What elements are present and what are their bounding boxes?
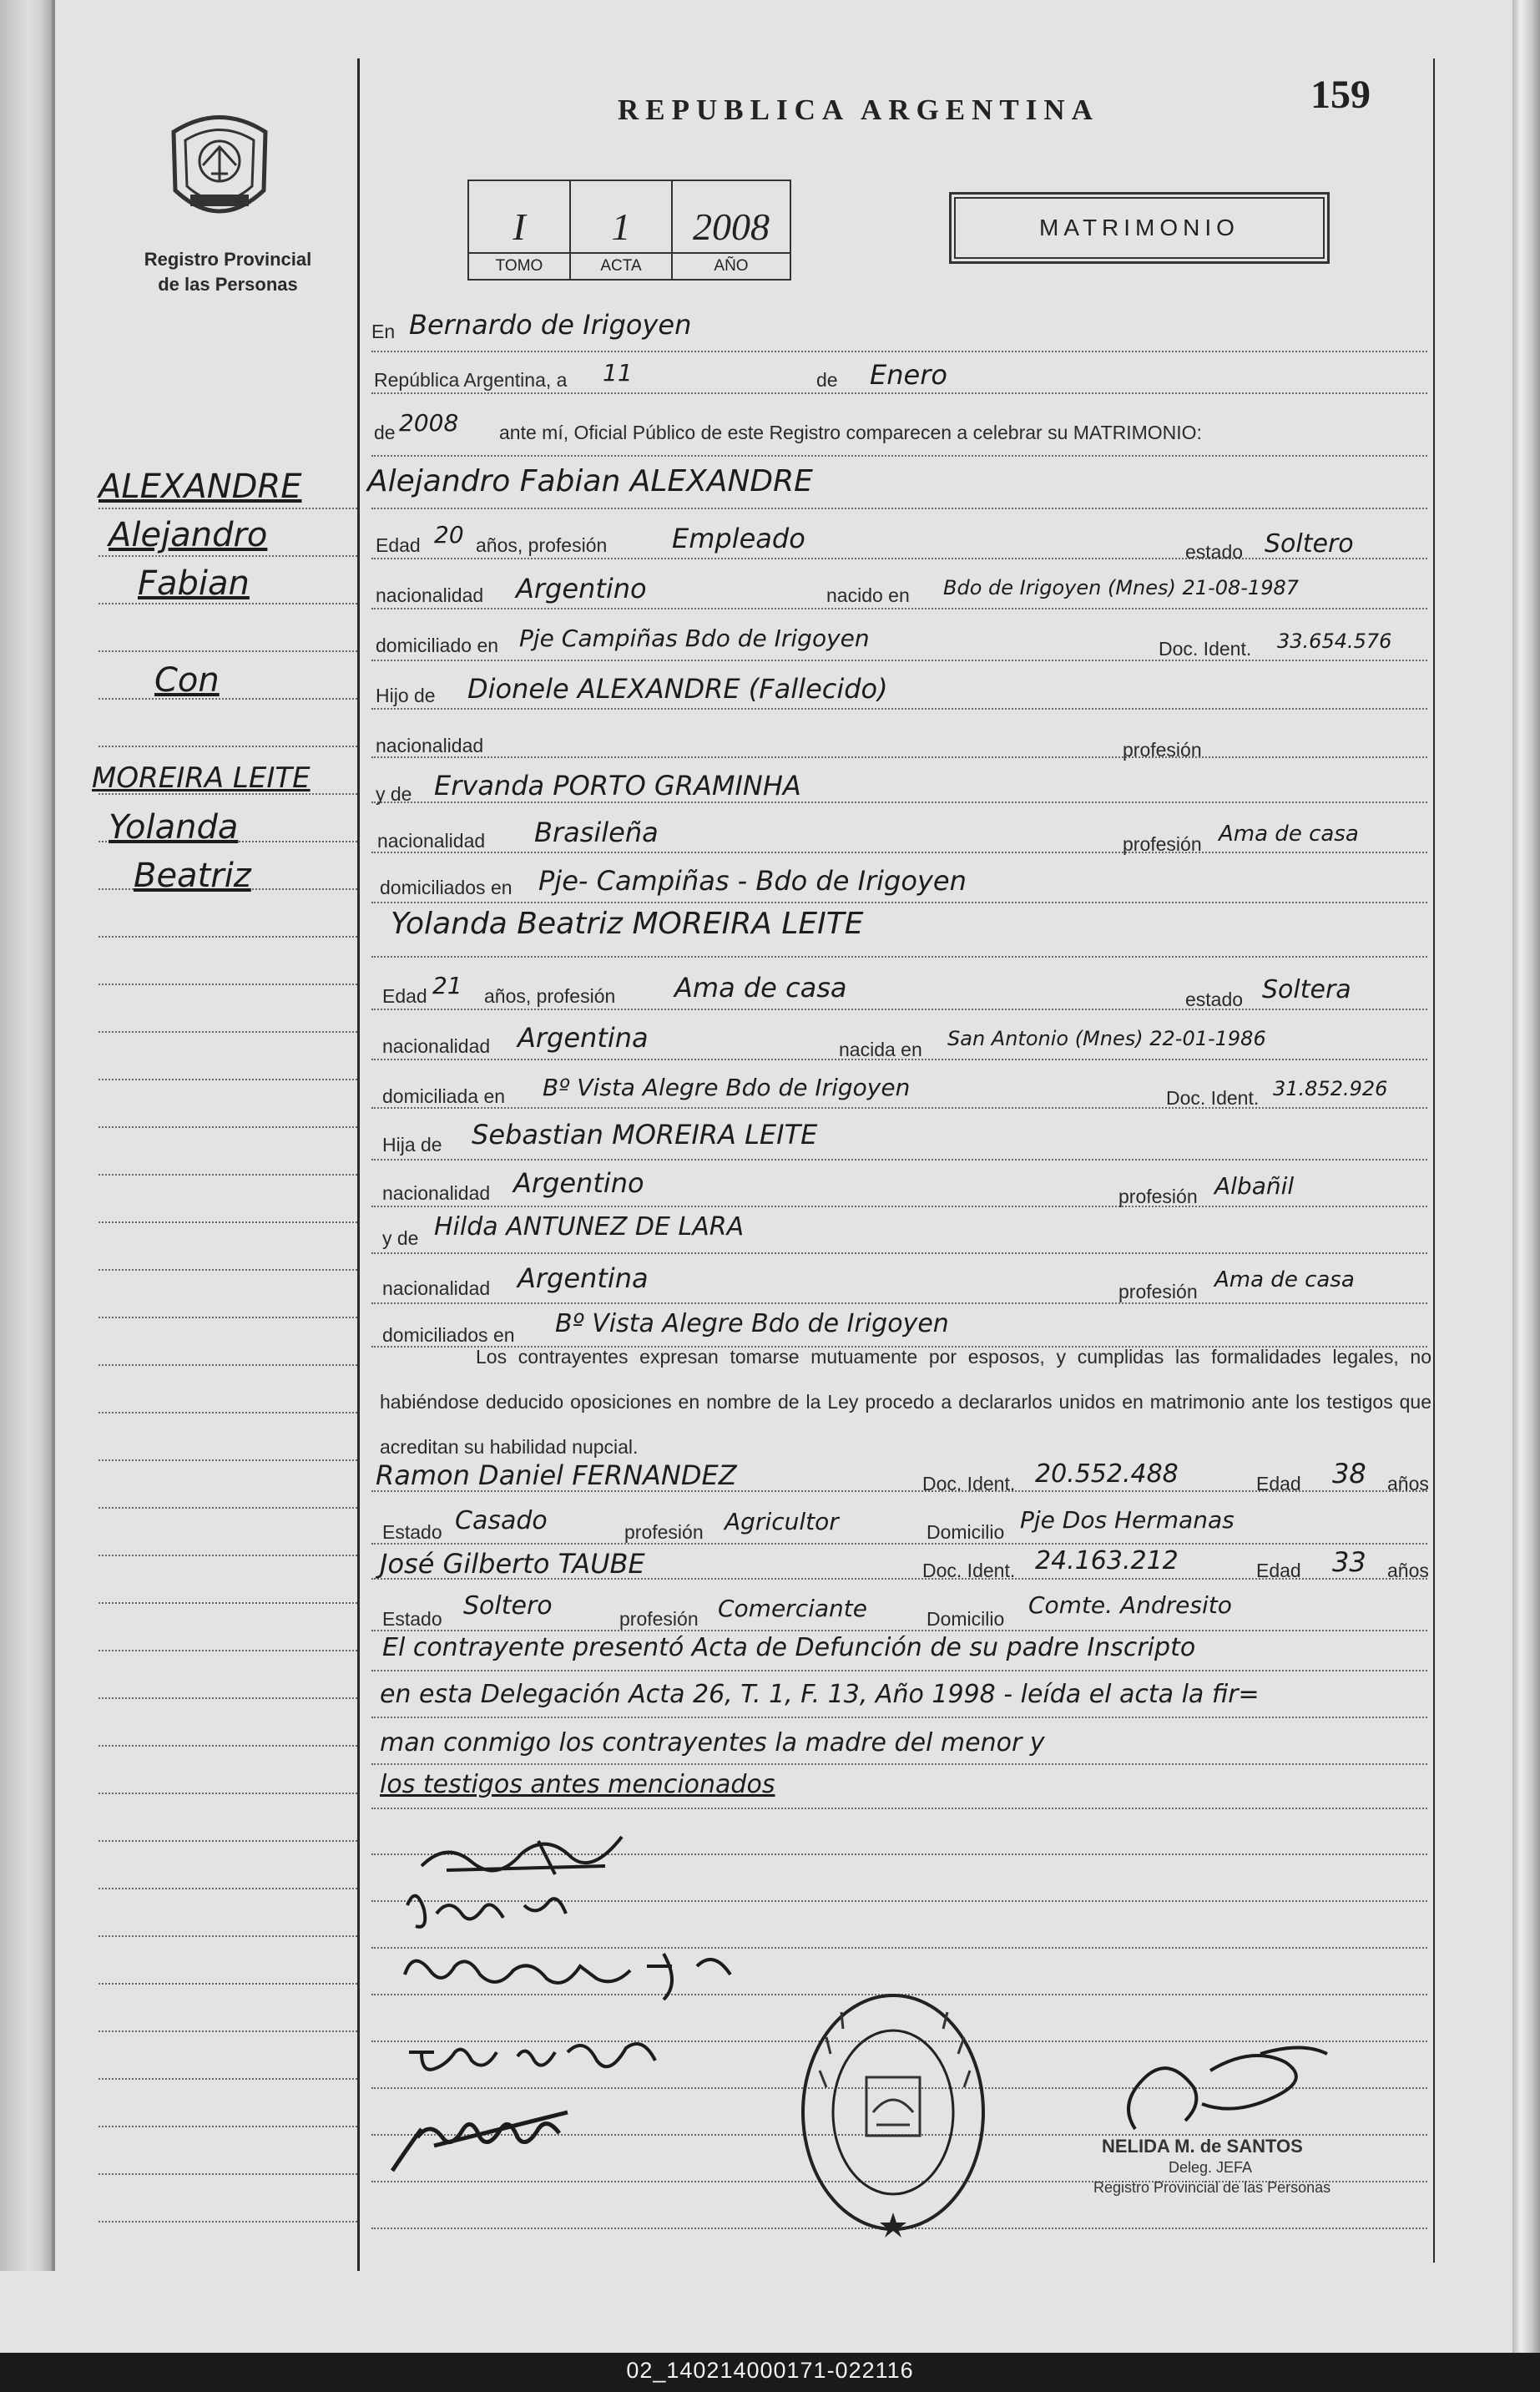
- place-value: Bernardo de Irigoyen: [409, 309, 692, 341]
- form-ruled-line: [371, 956, 1427, 958]
- bride-mother-profesion-label: profesión: [1118, 1281, 1198, 1302]
- witness1-doc: 20.552.488: [1035, 1459, 1179, 1489]
- groom-doc: 33.654.576: [1277, 630, 1392, 653]
- margin-ruled-line: [98, 2173, 357, 2175]
- form-ruled-line: [371, 1670, 1427, 1671]
- margin-ruled-line: [98, 555, 357, 557]
- margin-ruled-line: [98, 1935, 357, 1937]
- form-ruled-line: [371, 802, 1427, 803]
- form-ruled-line: [371, 1630, 1427, 1631]
- margin-ruled-line: [98, 1126, 357, 1128]
- bride-profession: Ama de casa: [674, 972, 847, 1004]
- groom-birth: Bdo de Irigoyen (Mnes) 21-08-1987: [943, 576, 1299, 599]
- note-line-3: man conmigo los contrayentes la madre del menor y: [380, 1728, 1045, 1757]
- witness1-civil-status: Casado: [455, 1506, 548, 1535]
- registry-office-label: [124, 247, 332, 297]
- tomo-label: TOMO: [469, 252, 569, 279]
- official-signature: [1085, 2037, 1402, 2146]
- anio-value: 2008: [693, 205, 770, 248]
- de-label: de: [816, 369, 838, 391]
- margin-ruled-line: [98, 1269, 357, 1271]
- scan-id: 02_140214000171-022116: [626, 2358, 914, 2383]
- groom-domiciliados-label: domiciliados en: [380, 877, 512, 898]
- margin-ruled-line: [98, 2078, 357, 2080]
- margin-connector: Con: [154, 661, 220, 700]
- groom-nacionalidad-label: nacionalidad: [376, 584, 484, 606]
- groom-nacido-label: nacido en: [826, 584, 910, 606]
- margin-rule: [357, 58, 360, 2271]
- witness2-age: 33: [1332, 1546, 1366, 1578]
- form-ruled-line: [371, 852, 1427, 853]
- groom-mother-profession: Ama de casa: [1219, 822, 1359, 847]
- bride-age: 21: [432, 972, 462, 999]
- margin-ruled-line: [98, 2030, 357, 2032]
- ante-text: ante mí, Oficial Público de este Registro comparecen a celebrar su MATRIMONIO:: [499, 422, 1202, 443]
- witness2-anos-label: años: [1387, 1560, 1429, 1581]
- margin-ruled-line: [98, 508, 357, 509]
- margin-ruled-line: [98, 1364, 357, 1366]
- form-ruled-line: [371, 1763, 1427, 1765]
- bride-mother-nacionalidad-label: nacionalidad: [382, 1277, 491, 1299]
- margin-ruled-line: [98, 1317, 357, 1318]
- witness1-address: Pje Dos Hermanas: [1020, 1506, 1235, 1534]
- republica-label: República Argentina, a: [374, 369, 568, 391]
- witness1-doc-label: Doc. Ident.: [922, 1473, 1016, 1494]
- margin-ruled-line: [98, 1602, 357, 1604]
- margin-ruled-line: [98, 1412, 357, 1413]
- groom-edad-label: Edad: [376, 534, 421, 556]
- signature-bride: [399, 1880, 583, 1939]
- margin-groom-name2: Fabian: [138, 564, 250, 603]
- groom-mother-profesion-label: profesión: [1123, 833, 1202, 855]
- official-name: NELIDA M. de SANTOS: [1102, 2136, 1303, 2157]
- acta-value: 1: [611, 205, 631, 248]
- margin-ruled-line: [98, 2221, 357, 2223]
- witness1-estado-label: Estado: [382, 1521, 442, 1543]
- note-line-2: en esta Delegación Acta 26, T. 1, F. 13, Año 1998 - leída el acta la fir=: [380, 1680, 1260, 1709]
- anio-box: [671, 180, 791, 281]
- form-ruled-line: [371, 708, 1427, 710]
- groom-parents-address: Pje- Campiñas - Bdo de Irigoyen: [538, 865, 967, 897]
- form-ruled-line: [371, 1808, 1427, 1809]
- witness1-name: Ramon Daniel FERNANDEZ: [376, 1459, 737, 1491]
- note-line-4: los testigos antes mencionados: [380, 1770, 775, 1799]
- page-stack-edge: [1512, 0, 1540, 2353]
- form-ruled-line: [371, 1252, 1427, 1254]
- official-title: Deleg. JEFA: [1169, 2159, 1253, 2176]
- margin-ruled-line: [98, 1650, 357, 1651]
- bride-parents-address: Bº Vista Alegre Bdo de Irigoyen: [555, 1309, 949, 1338]
- margin-ruled-line: [98, 1459, 357, 1461]
- form-ruled-line: [371, 1206, 1427, 1207]
- official-round-stamp: [793, 1987, 993, 2238]
- form-ruled-line: [371, 508, 1427, 509]
- witness2-name: José Gilberto TAUBE: [380, 1548, 645, 1580]
- groom-father: Dionele ALEXANDRE (Fallecido): [467, 673, 888, 705]
- margin-bride-name2: Beatriz: [134, 857, 251, 895]
- groom-mother-nationality: Brasileña: [534, 817, 659, 848]
- bride-hija-label: Hija de: [382, 1134, 442, 1156]
- bride-doc: 31.852.926: [1273, 1077, 1388, 1100]
- groom-father-profesion-label: profesión: [1123, 739, 1202, 761]
- margin-groom-surname: ALEXANDRE: [98, 468, 302, 506]
- groom-hijo-label: Hijo de: [376, 685, 436, 706]
- margin-ruled-line: [98, 1983, 357, 1985]
- groom-profession: Empleado: [672, 523, 805, 554]
- witness1-anos-label: años: [1387, 1473, 1429, 1494]
- witness2-doc: 24.163.212: [1035, 1546, 1179, 1575]
- margin-ruled-line: [98, 1840, 357, 1842]
- bride-civil-status: Soltera: [1262, 975, 1351, 1004]
- margin-ruled-line: [98, 1031, 357, 1033]
- witness2-doc-label: Doc. Ident.: [922, 1560, 1016, 1581]
- year-prefix: de: [374, 422, 396, 443]
- binding-edge: [52, 0, 55, 2271]
- margin-ruled-line: [98, 1079, 357, 1080]
- groom-mother-nacionalidad-label: nacionalidad: [377, 830, 486, 852]
- acta-box: [569, 180, 673, 281]
- acta-label: ACTA: [571, 252, 671, 279]
- country-title: REPUBLICA ARGENTINA: [618, 94, 1099, 126]
- groom-domiciliado-label: domiciliado en: [376, 635, 499, 656]
- bride-father-profesion-label: profesión: [1118, 1186, 1198, 1207]
- groom-yde-label: y de: [376, 783, 412, 805]
- witness1-profession: Agricultor: [725, 1508, 839, 1535]
- margin-groom-name1: Alejandro: [109, 516, 268, 554]
- page-number: 159: [1310, 73, 1371, 117]
- margin-ruled-line: [98, 984, 357, 985]
- form-ruled-line: [371, 1009, 1427, 1010]
- en-label: En: [371, 321, 396, 342]
- bride-nationality: Argentina: [518, 1022, 649, 1054]
- form-ruled-line: [371, 1107, 1427, 1109]
- bride-mother: Hilda ANTUNEZ DE LARA: [434, 1212, 745, 1242]
- witness2-edad-label: Edad: [1256, 1560, 1301, 1581]
- day-value: 11: [603, 359, 633, 387]
- groom-age: 20: [434, 521, 464, 549]
- witness2-civil-status: Soltero: [463, 1591, 553, 1621]
- margin-ruled-line: [98, 1888, 357, 1889]
- groom-doc-label: Doc. Ident.: [1159, 638, 1252, 660]
- margin-ruled-line: [98, 746, 357, 747]
- margin-ruled-line: [98, 650, 357, 652]
- witness2-address: Comte. Andresito: [1028, 1591, 1232, 1619]
- registry-line-1: Registro Provincial: [144, 249, 312, 270]
- form-ruled-line: [371, 1159, 1427, 1161]
- bride-father-nationality: Argentino: [513, 1167, 644, 1199]
- margin-ruled-line: [98, 1697, 357, 1699]
- note-line-1: El contrayente presentó Acta de Defunción de su padre Inscripto: [382, 1633, 1196, 1662]
- form-ruled-line: [371, 902, 1427, 903]
- form-ruled-line: [371, 351, 1427, 352]
- groom-anos-label: años, profesión: [476, 534, 608, 556]
- signature-witness-1: [401, 2027, 668, 2086]
- witness1-age: 38: [1332, 1458, 1366, 1489]
- provincial-seal-icon: [157, 107, 282, 232]
- signature-mother: [396, 1941, 780, 2008]
- bride-mother-profession: Ama de casa: [1214, 1267, 1355, 1292]
- bride-yde-label: y de: [382, 1227, 419, 1249]
- bride-birth: San Antonio (Mnes) 22-01-1986: [947, 1027, 1266, 1050]
- year-value: 2008: [399, 409, 459, 437]
- anio-label: AÑO: [673, 252, 790, 279]
- witness2-profession: Comerciante: [718, 1595, 867, 1622]
- act-type-box: MATRIMONIO: [949, 192, 1330, 264]
- groom-address: Pje Campiñas Bdo de Irigoyen: [519, 625, 870, 652]
- official-office: Registro Provincial de las Personas: [1093, 2179, 1331, 2196]
- margin-ruled-line: [98, 1555, 357, 1556]
- witness2-profesion-label: profesión: [619, 1608, 699, 1630]
- margin-ruled-line: [98, 603, 357, 604]
- form-ruled-line: [371, 1302, 1427, 1304]
- official-signature-block: [1085, 2037, 1402, 2229]
- bride-address: Bº Vista Alegre Bdo de Irigoyen: [543, 1074, 911, 1101]
- bride-domiciliada-label: domiciliada en: [382, 1085, 506, 1107]
- month-value: Enero: [870, 359, 947, 391]
- margin-ruled-line: [98, 936, 357, 938]
- bride-mother-nationality: Argentina: [518, 1262, 649, 1294]
- margin-ruled-line: [98, 698, 357, 700]
- bride-nacionalidad-label: nacionalidad: [382, 1035, 491, 1057]
- groom-civil-status: Soltero: [1265, 529, 1354, 559]
- margin-bride-surname: MOREIRA LEITE: [92, 761, 311, 795]
- bride-edad-label: Edad: [382, 985, 427, 1007]
- margin-ruled-line: [98, 1221, 357, 1223]
- groom-estado-label: estado: [1185, 541, 1244, 563]
- witness2-domicilio-label: Domicilio: [927, 1608, 1005, 1630]
- declaration-text: Los contrayentes expresan tomarse mutuamente por esposos, y cumplidas las formalidades legales, no habiéndose deducido oposiciones en nombre de la Ley procedo a declararlos unidos en matrimonio ante los testigos que acreditan su habilidad nupcial.: [380, 1346, 1431, 1458]
- form-ruled-line: [371, 608, 1427, 609]
- bride-anos-label: años, profesión: [484, 985, 616, 1007]
- form-ruled-line: [371, 660, 1427, 661]
- form-ruled-line: [371, 1717, 1427, 1718]
- groom-full-name: Alejandro Fabian ALEXANDRE: [367, 464, 813, 498]
- bride-domiciliados-label: domiciliados en: [382, 1324, 515, 1346]
- registry-line-2: de las Personas: [158, 274, 298, 295]
- signature-witness-2: [384, 2096, 601, 2179]
- margin-ruled-line: [98, 2126, 357, 2127]
- tomo-value: I: [512, 205, 526, 248]
- margin-ruled-line: [98, 1174, 357, 1176]
- bride-father-nacionalidad-label: nacionalidad: [382, 1182, 491, 1204]
- margin-ruled-line: [98, 1745, 357, 1747]
- groom-mother: Ervanda PORTO GRAMINHA: [434, 770, 801, 802]
- right-rule: [1433, 58, 1435, 2263]
- groom-nacionalidad2-label: nacionalidad: [376, 735, 484, 756]
- bride-doc-label: Doc. Ident.: [1166, 1087, 1260, 1109]
- margin-ruled-line: [98, 1507, 357, 1509]
- witness1-profesion-label: profesión: [624, 1521, 704, 1543]
- tomo-box: [467, 180, 571, 281]
- bride-full-name: Yolanda Beatriz MOREIRA LEITE: [391, 907, 864, 941]
- form-ruled-line: [371, 756, 1427, 758]
- book-binding: [0, 0, 52, 2271]
- bride-father: Sebastian MOREIRA LEITE: [472, 1119, 818, 1150]
- bride-father-profession: Albañil: [1214, 1172, 1295, 1200]
- form-ruled-line: [371, 455, 1427, 457]
- form-ruled-line: [371, 1543, 1427, 1545]
- witness1-edad-label: Edad: [1256, 1473, 1301, 1494]
- form-ruled-line: [371, 392, 1427, 394]
- margin-ruled-line: [98, 1793, 357, 1794]
- bride-estado-label: estado: [1185, 989, 1244, 1010]
- groom-nationality: Argentino: [516, 573, 647, 604]
- witness1-domicilio-label: Domicilio: [927, 1521, 1005, 1543]
- bride-nacida-label: nacida en: [839, 1039, 922, 1060]
- witness2-estado-label: Estado: [382, 1608, 442, 1630]
- margin-bride-name1: Yolanda: [109, 808, 239, 847]
